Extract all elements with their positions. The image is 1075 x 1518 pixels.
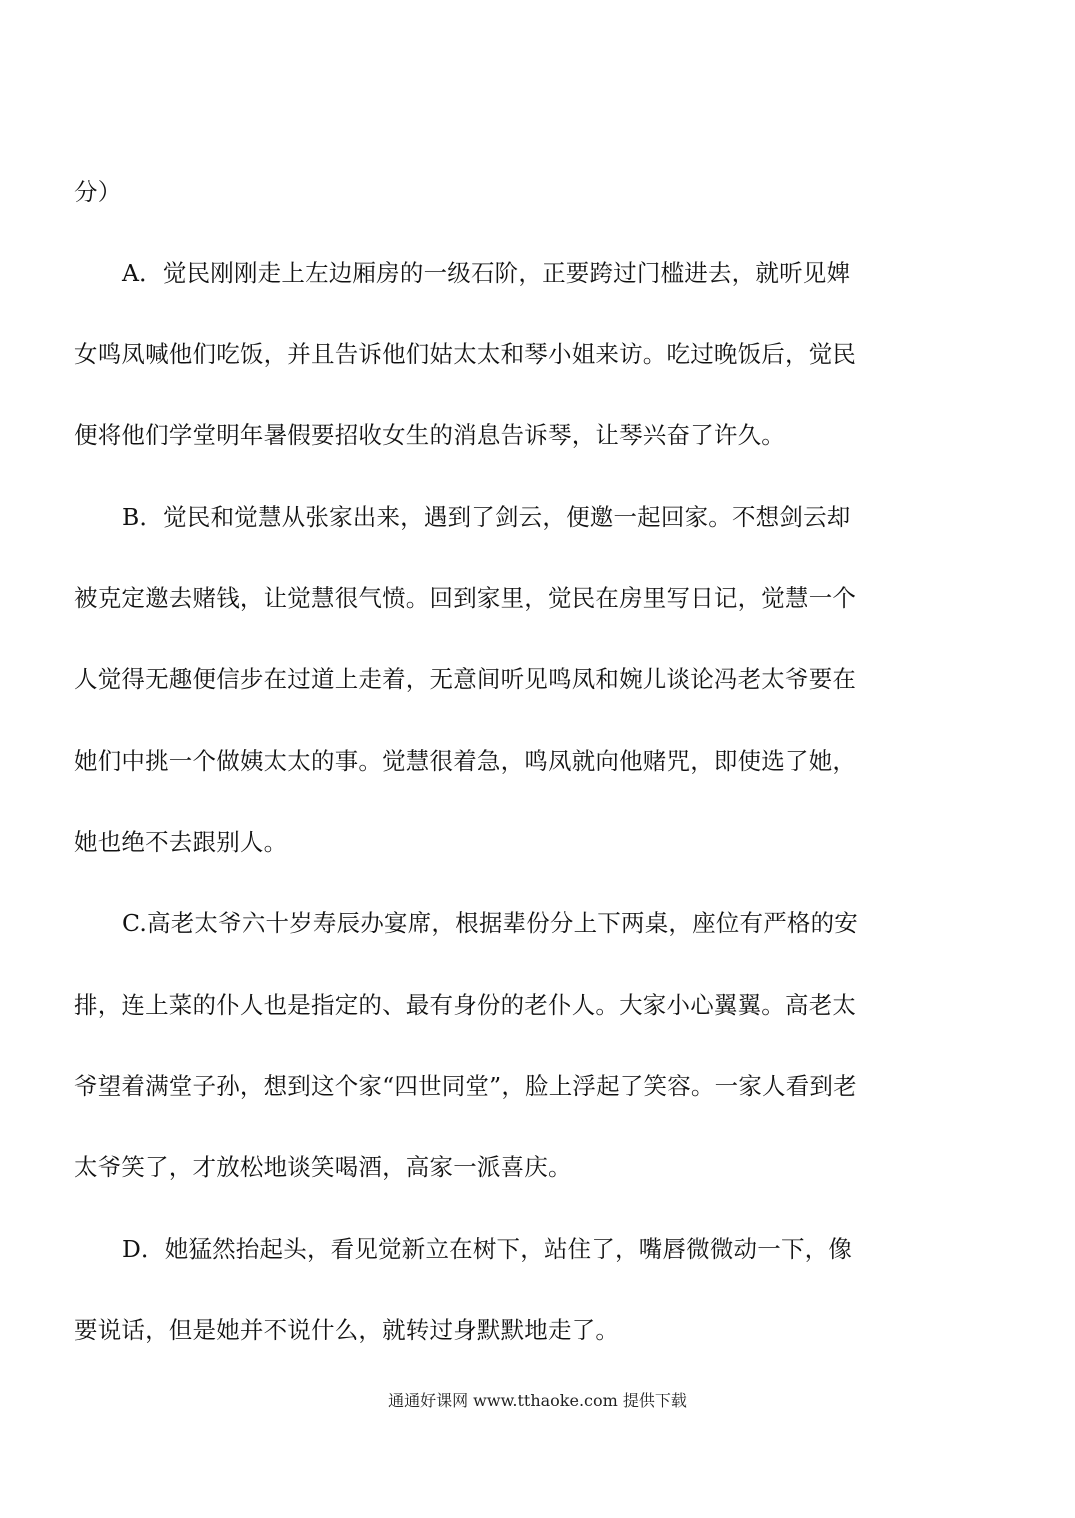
option-b-line-5: 她也绝不去跟别人。 <box>74 828 288 856</box>
option-c-line-3: 爷望着满堂子孙，想到这个家“四世同堂”，脸上浮起了笑容。一家人看到老 <box>74 1072 857 1100</box>
option-b-line-3: 人觉得无趣便信步在过道上走着，无意间听见鸣凤和婉儿谈论冯老太爷要在 <box>74 665 857 693</box>
option-d-line-1: D．她猛然抬起头，看见觉新立在树下，站住了，嘴唇微微动一下，像 <box>122 1235 853 1263</box>
option-b-line-2: 被克定邀去赌钱，让觉慧很气愤。回到家里，觉民在房里写日记，觉慧一个 <box>74 584 857 612</box>
option-c-line-2: 排，连上菜的仆人也是指定的、最有身份的老仆人。大家小心翼翼。高老太 <box>74 991 857 1019</box>
option-a-line-3: 便将他们学堂明年暑假要招收女生的消息告诉琴，让琴兴奋了许久。 <box>74 421 785 449</box>
option-a-line-2: 女鸣凤喊他们吃饭，并且告诉他们姑太太和琴小姐来访。吃过晚饭后，觉民 <box>74 340 857 368</box>
option-d-line-2: 要说话，但是她并不说什么，就转过身默默地走了。 <box>74 1316 620 1344</box>
option-b-line-1: B．觉民和觉慧从张家出来，遇到了剑云，便邀一起回家。不想剑云却 <box>122 503 851 531</box>
option-c-line-1: C.高老太爷六十岁寿辰办宴席，根据辈份分上下两桌，座位有严格的安 <box>122 909 859 937</box>
option-b-line-4: 她们中挑一个做姨太太的事。觉慧很着急，鸣凤就向他赌咒，即使选了她， <box>74 747 857 775</box>
page-footer: 通通好课网 www.tthaoke.com 提供下载 <box>388 1391 687 1410</box>
option-c-line-4: 太爷笑了，才放松地谈笑喝酒，高家一派喜庆。 <box>74 1153 572 1181</box>
text-line-1: 分） <box>74 178 122 206</box>
option-a-line-1: A．觉民刚刚走上左边厢房的一级石阶，正要跨过门槛进去，就听见婢 <box>122 259 851 287</box>
